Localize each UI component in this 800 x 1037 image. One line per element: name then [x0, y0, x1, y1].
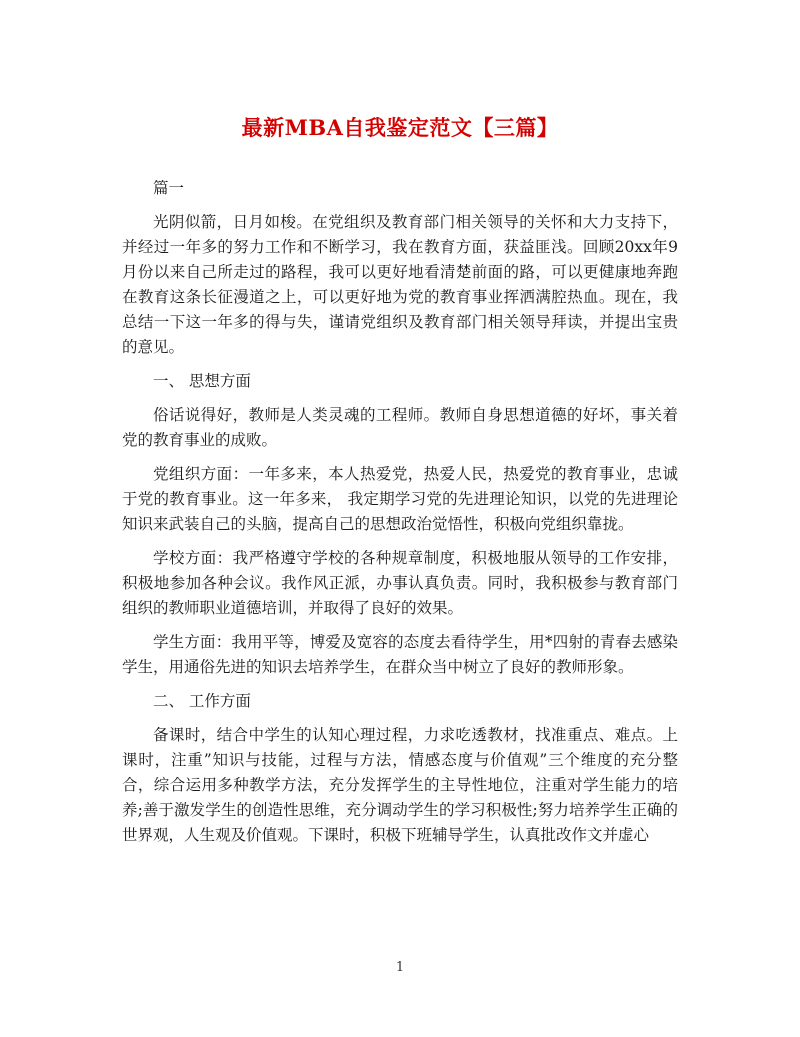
document-body [122, 176, 678, 857]
document-title: 最新MBA自我鉴定范文【三篇】 [241, 115, 559, 140]
thought-paragraph-3: 学校方面：我严格遵守学校的各种规章制度，积极地服从领导的工作安排，积极地参加各种会议。我作风正派，办事认真负责。同时，我积极参与教育部门组织的教师职业道德培训，并取得了良好的效果。 [122, 549, 678, 617]
page-number: 1 [395, 960, 405, 975]
intro-paragraph: 光阴似箭，日月如梭。在党组织及教育部门相关领导的关怀和大力支持下，并经过一年多的努力工作和不断学习，我在教育方面，获益匪浅。回顾20xx年9月份以来自己所走过的路程，我可以更好地看清楚前面的路，可以更健康地奔跑在教育这条长征漫道之上，可以更好地为党的教育事业挥洒满腔热血。现在，我总结一下这一年多的得与失，谨请党组织及教育部门相关领导拜读，并提出宝贵的意见。 [122, 213, 678, 356]
work-paragraph-1: 备课时，结合中学生的认知心理过程，力求吃透教材，找准重点、难点。上课时，注重”知识与技能，过程与方法，情感态度与价值观”三个维度的充分整合，综合运用多种教学方法，充分发挥学生的主导性地位，注重对学生能力的培养;善于激发学生的创造性思维，充分调动学生的学习积极性;努力培养学生正确的世界观，人生观及价值观。下课时，积极下班辅导学生，认真批改作文并虚心 [122, 726, 678, 844]
section-label: 篇一 [153, 179, 185, 197]
heading-work: 二、 工作方面 [153, 692, 251, 710]
heading-thought: 一、 思想方面 [153, 372, 251, 390]
thought-paragraph-1: 俗话说得好，教师是人类灵魂的工程师。教师自身思想道德的好坏，事关着党的教育事业的成败。 [122, 406, 678, 449]
thought-paragraph-4: 学生方面：我用平等，博爱及宽容的态度去看待学生，用*四射的青春去感染学生，用通俗先进的知识去培养学生，在群众当中树立了良好的教师形象。 [122, 633, 678, 676]
thought-paragraph-2: 党组织方面：一年多来，本人热爱党，热爱人民，热爱党的教育事业，忠诚于党的教育事业。这一年多来， 我定期学习党的先进理论知识，以党的先进理论知识来武装自己的头脑，提高自己的思想政治觉悟性，积极向党组织靠拢。 [122, 465, 678, 533]
